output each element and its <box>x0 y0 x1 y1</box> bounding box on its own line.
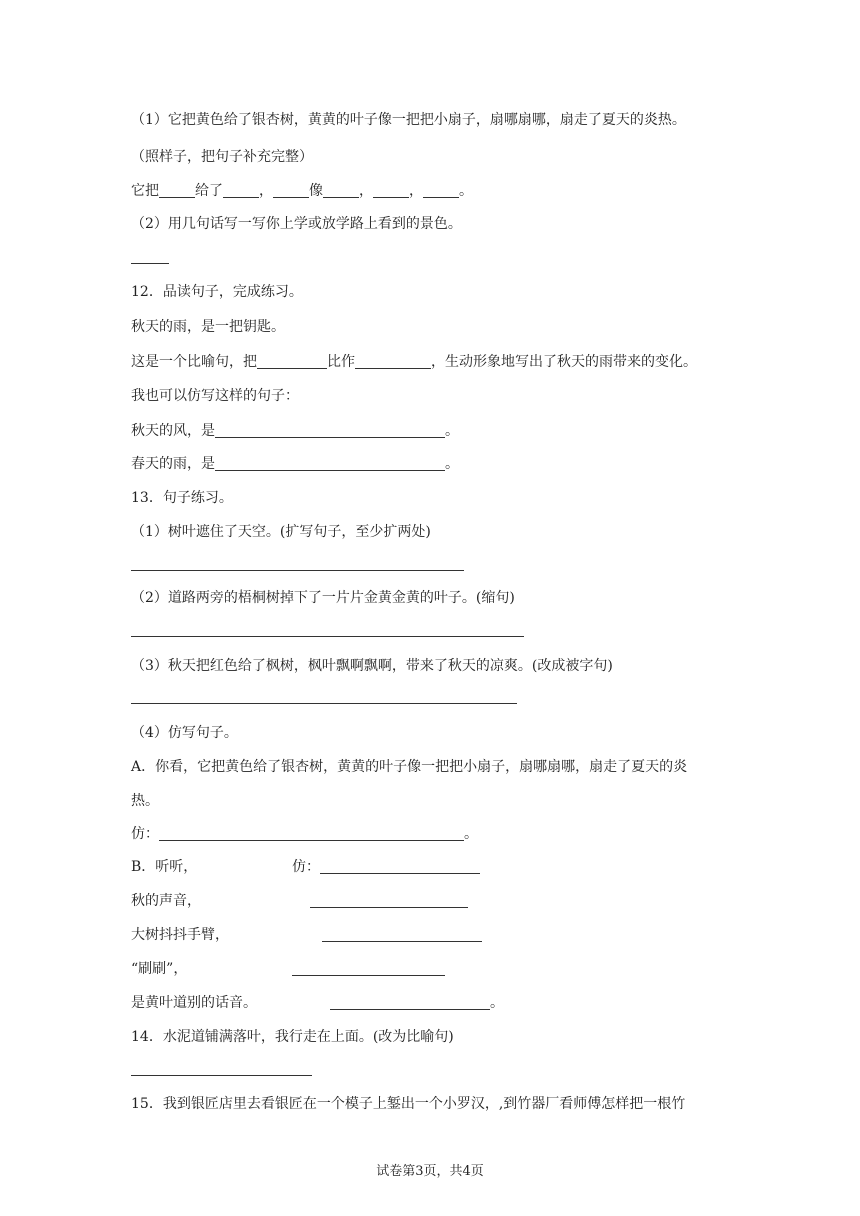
q13-s2-answer-line[interactable] <box>131 636 524 637</box>
q12-analysis-b: 比作 <box>327 354 355 370</box>
q12-wind-blank[interactable] <box>215 423 445 438</box>
q13-b5-answer[interactable] <box>330 994 504 1012</box>
q11-answer-line[interactable] <box>131 263 169 264</box>
q13-b-blank-4[interactable] <box>292 975 445 976</box>
q11-text-3: ， <box>259 183 273 199</box>
q11-blank-1[interactable] <box>159 183 195 198</box>
q13-s2: （2）道路两旁的梧桐树掉下了一片片金黄金黄的叶子。(缩句) <box>131 590 515 606</box>
q13-s4: （4）仿写句子。 <box>131 725 238 741</box>
q12-imitate: 我也可以仿写这样的句子： <box>131 388 299 404</box>
q13-b-fang-label: 仿： <box>292 859 320 875</box>
q11-part1: （1）它把黄色给了银杏树，黄黄的叶子像一把把小扇子，扇哪扇哪，扇走了夏天的炎热。 <box>131 112 686 128</box>
q12-title: 12．品读句子，完成练习。 <box>131 284 303 300</box>
q13-b2: 秋的声音， <box>131 893 201 909</box>
q14-answer-line[interactable] <box>131 1075 312 1076</box>
q13-b1: B．听听， <box>131 859 198 875</box>
q13-b-blank-2[interactable] <box>310 907 468 908</box>
q12-analysis-a: 这是一个比喻句，把 <box>131 354 257 370</box>
q11-text-5: ， <box>359 183 373 199</box>
page-footer: 试卷第3页，共4页 <box>376 1164 484 1179</box>
q14-title: 14．水泥道铺满落叶，我行走在上面。(改为比喻句) <box>131 1029 454 1045</box>
q13-fang-blank[interactable] <box>159 826 464 841</box>
q13-title: 13．句子练习。 <box>131 490 233 506</box>
q13-s3-answer-line[interactable] <box>131 703 517 704</box>
q12-wind-period: 。 <box>445 423 459 439</box>
q12-blank-1[interactable] <box>257 354 327 369</box>
q13-b5-period: 。 <box>490 995 504 1011</box>
q13-b-fang[interactable] <box>292 858 480 876</box>
q12-analysis[interactable] <box>131 353 697 371</box>
q11-blank-6[interactable] <box>423 183 459 198</box>
q12-spring-label: 春天的雨，是 <box>131 456 215 472</box>
q13-b5: 是黄叶道别的话音。 <box>131 995 257 1011</box>
q11-part2: （2）用几句话写一写你上学或放学路上看到的景色。 <box>131 216 462 232</box>
q13-fang-period: 。 <box>464 826 478 842</box>
q11-blank-3[interactable] <box>273 183 309 198</box>
q12-spring[interactable] <box>131 455 459 473</box>
q13-a1: A．你看，它把黄色给了银杏树，黄黄的叶子像一把把小扇子，扇哪扇哪，扇走了夏天的炎 <box>131 759 688 775</box>
q12-wind-label: 秋天的风，是 <box>131 423 215 439</box>
q12-analysis-c: ，生动形象地写出了秋天的雨带来的变化。 <box>431 354 697 370</box>
q11-text-1: 它把 <box>131 183 159 199</box>
q11-hint: （照样子，把句子补充完整） <box>131 149 313 165</box>
q12-sentence: 秋天的雨，是一把钥匙。 <box>131 319 285 335</box>
q13-b3: 大树抖抖手臂， <box>131 927 229 943</box>
q11-text-4: 像 <box>309 183 323 199</box>
q11-blank-5[interactable] <box>373 183 409 198</box>
q11-text-2: 给了 <box>195 183 223 199</box>
q11-text-6: ， <box>409 183 423 199</box>
q13-s1: （1）树叶遮住了天空。(扩写句子，至少扩两处) <box>131 524 431 540</box>
q11-blank-4[interactable] <box>323 183 359 198</box>
q13-b-blank-5[interactable] <box>330 995 490 1010</box>
q15-title: 15．我到银匠店里去看银匠在一个模子上錾出一个小罗汉，,到竹器厂看师傅怎样把一根竹 <box>131 1096 686 1112</box>
q11-text-7: 。 <box>459 183 473 199</box>
q13-s1-answer-line[interactable] <box>131 570 464 571</box>
q13-fang-label: 仿： <box>131 826 159 842</box>
q11-fill-sentence[interactable] <box>131 182 473 200</box>
q13-b4: “刷刷”， <box>131 961 188 977</box>
q13-a2: 热。 <box>131 793 159 809</box>
q13-b-blank-1[interactable] <box>320 859 480 874</box>
q13-b-blank-3[interactable] <box>322 941 482 942</box>
q12-blank-2[interactable] <box>355 354 431 369</box>
q12-spring-blank[interactable] <box>215 456 445 471</box>
q12-wind[interactable] <box>131 422 459 440</box>
q13-s3: （3）秋天把红色给了枫树，枫叶飘啊飘啊，带来了秋天的凉爽。(改成被字句) <box>131 658 613 674</box>
q11-blank-2[interactable] <box>223 183 259 198</box>
q12-spring-period: 。 <box>445 456 459 472</box>
q13-fang[interactable] <box>131 825 478 843</box>
